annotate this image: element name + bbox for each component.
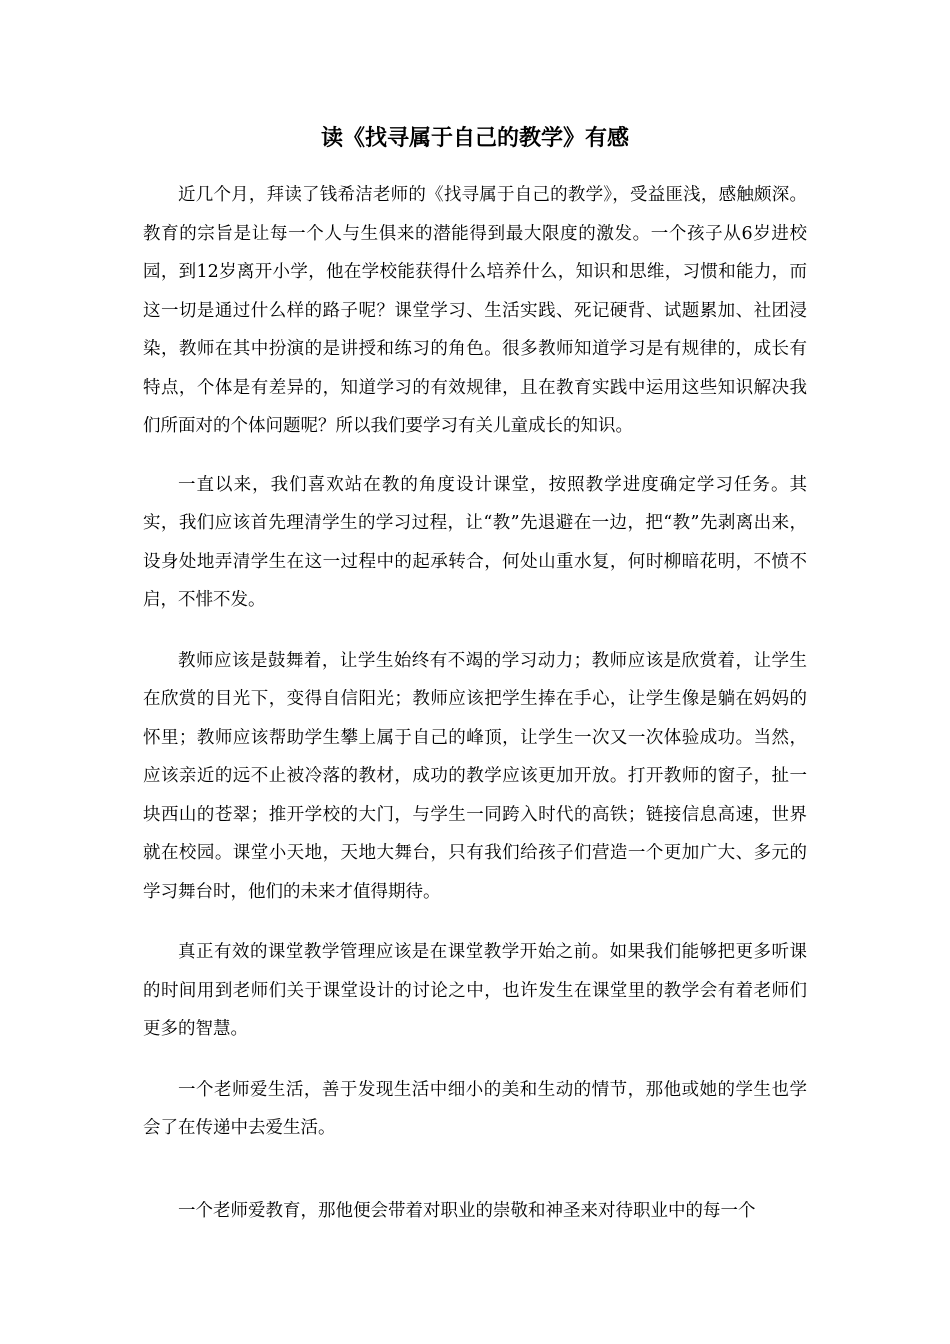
paragraph-1: 近几个月，拜读了钱希洁老师的《找寻属于自己的教学》，受益匪浅，感触颇深。教育的宗旨是让每一个人与生俱来的潜能得到最大限度的激发。一个孩子从6岁进校园，到12岁离开小学，他在学校能获得什么培养什么，知识和思维，习惯和能力，而这一切是通过什么样的路子呢？课堂学习、生活实践、死记硬背、试题累加、社团浸染，教师在其中扮演的是讲授和练习的角色。很多教师知道学习是有规律的，成长有特点，个体是有差异的，知道学习的有效规律，且在教育实践中运用这些知识解决我们所面对的个体问题呢？所以我们要学习有关儿童成长的知识。 [143, 185, 807, 436]
document-title: 读《找寻属于自己的教学》有感 [320, 125, 629, 151]
paragraph-5: 一个老师爱生活，善于发现生活中细小的美和生动的情节，那他或她的学生也学会了在传递中去爱生活。 [143, 1079, 807, 1138]
document-body [143, 176, 807, 1230]
paragraph-6: 一个老师爱教育，那他便会带着对职业的崇敬和神圣来对待职业中的每一个 [178, 1200, 756, 1221]
paragraph-4: 真正有效的课堂教学管理应该是在课堂教学开始之前。如果我们能够把更多听课的时间用到老师们关于课堂设计的讨论之中，也许发生在课堂里的教学会有着老师们更多的智慧。 [143, 942, 807, 1039]
paragraph-2: 一直以来，我们喜欢站在教的角度设计课堂，按照教学进度确定学习任务。其实，我们应该首先理清学生的学习过程，让“教”先退避在一边，把“教”先剥离出来，设身处地弄清学生在这一过程中的起承转合，何处山重水复，何时柳暗花明，不愤不启，不悱不发。 [143, 474, 807, 610]
paragraph-3: 教师应该是鼓舞着，让学生始终有不竭的学习动力；教师应该是欣赏着，让学生在欣赏的目光下，变得自信阳光；教师应该把学生捧在手心，让学生像是躺在妈妈的怀里；教师应该帮助学生攀上属于自己的峰顶，让学生一次又一次体验成功。当然，应该亲近的远不止被冷落的教材，成功的教学应该更加开放。打开教师的窗子，扯一块西山的苍翠；推开学校的大门，与学生一同跨入时代的高铁；链接信息高速，世界就在校园。课堂小天地，天地大舞台，只有我们给孩子们营造一个更加广大、多元的学习舞台时，他们的未来才值得期待。 [143, 650, 807, 902]
